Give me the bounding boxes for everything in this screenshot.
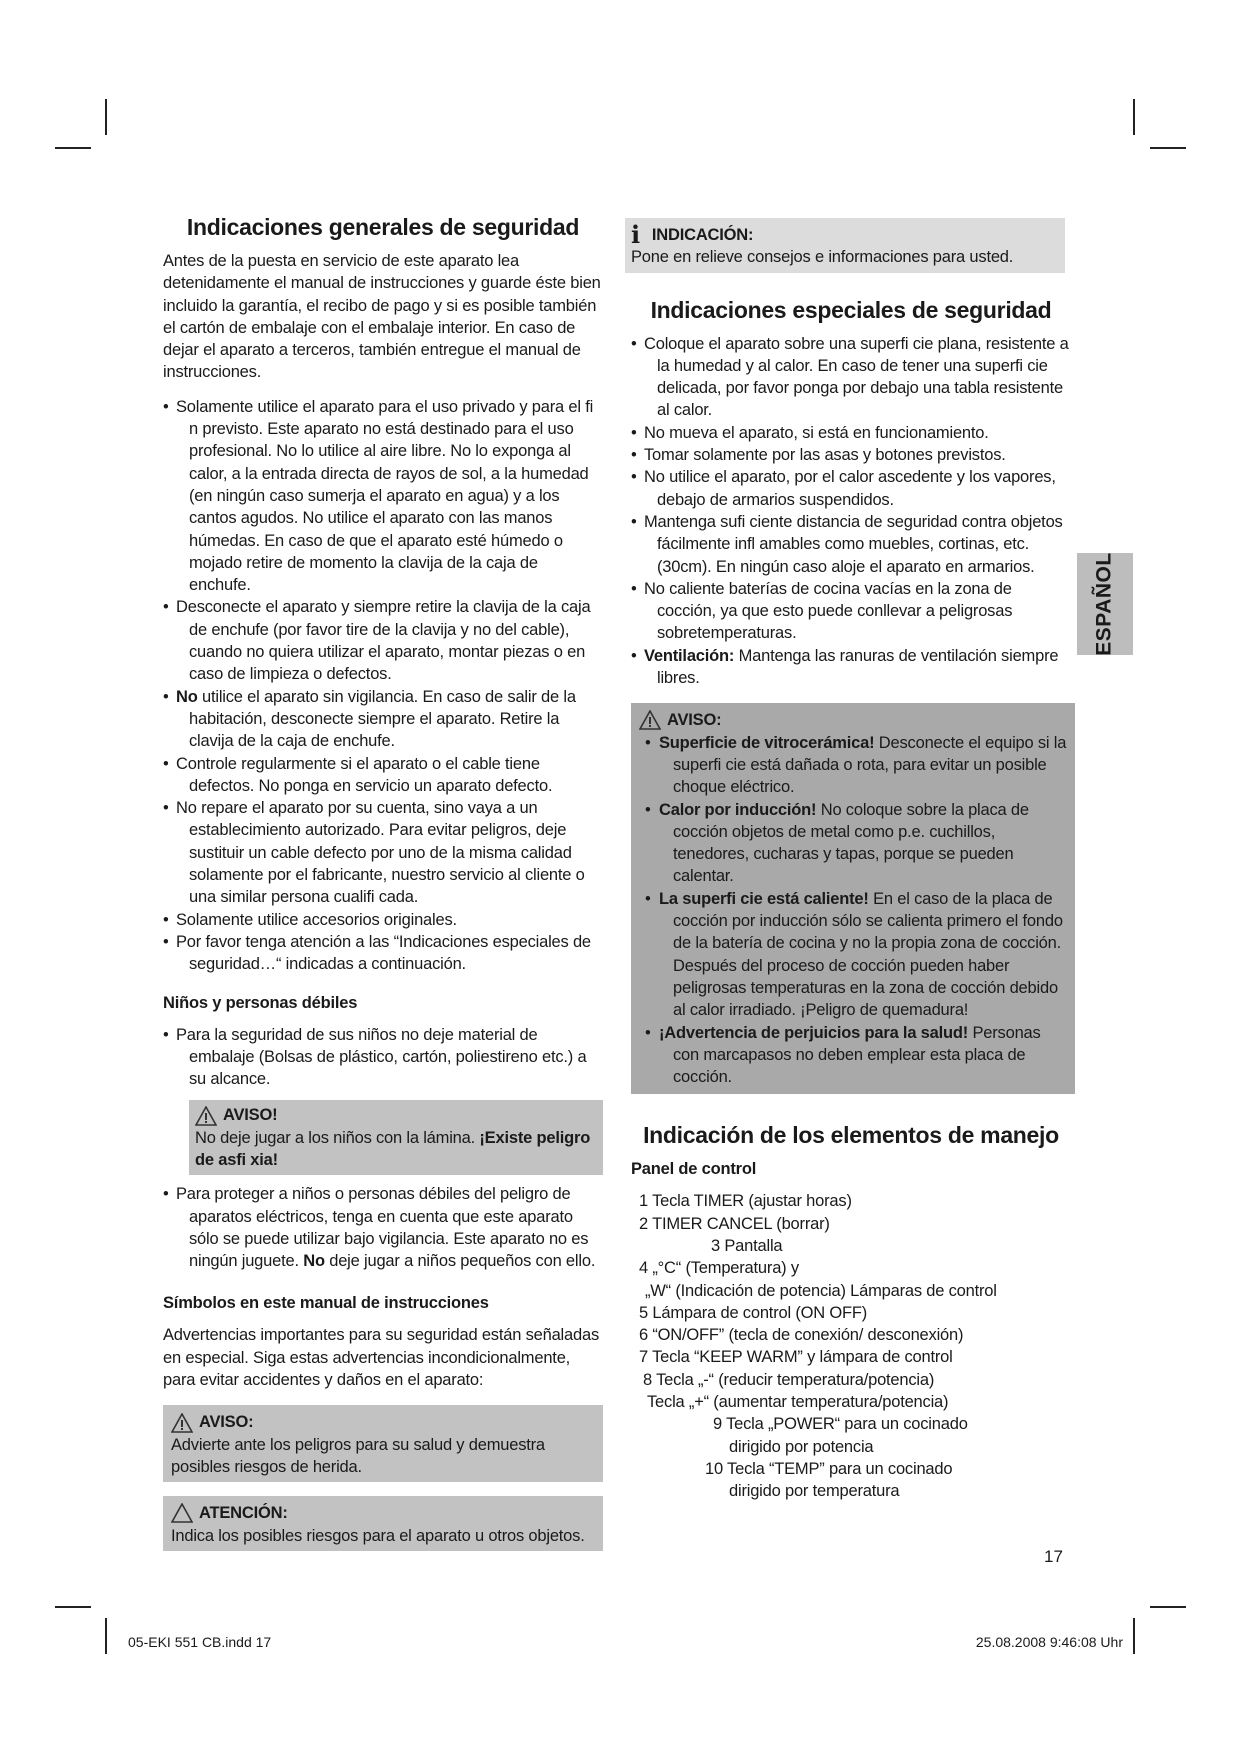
intro-paragraph: Antes de la puesta en servicio de este aparato lea detenidamente el manual de instrucciones y guarde éste bien incluido la garantía, el recibo de pago y si es posible también el cartón de embalaje con el embalaje interior. En caso de dejar el aparato a terceros, también entregue el manual de instrucciones. xyxy=(163,252,601,382)
warning-label: AVISO: xyxy=(667,711,722,730)
list-item: • Coloque el aparato sobre una superfi cie plana, resistente a la humedad y al calor. En caso de tener una superfi cie delicada, por favor ponga por debajo una tabla resistente al calor. xyxy=(631,333,1071,422)
section-title-general-safety: Indicaciones generales de seguridad xyxy=(186,214,580,240)
crop-mark xyxy=(1150,147,1186,149)
language-tab xyxy=(1077,553,1133,655)
list-item-text: Mantenga las ranuras de ventilación siempre libres. xyxy=(657,646,1059,688)
protection-list xyxy=(163,1183,603,1272)
control-list xyxy=(631,1190,1071,1502)
bold-text: Ventilación: xyxy=(644,646,735,665)
list-item: • No caliente baterías de cocina vacías en la zona de cocción, ya que esto puede conllevar a peligrosas sobretemperaturas. xyxy=(631,578,1071,645)
list-item-text: No coloque sobre la placa de cocción objetos de metal como p.e. cuchillos, tenedores, cucharas y tapas, porque se pueden calentar. xyxy=(673,800,1029,886)
warning-box-title xyxy=(195,1104,597,1126)
children-list xyxy=(163,1024,603,1091)
bold-text: No xyxy=(303,1252,325,1271)
info-text: Pone en relieve consejos e informaciones para usted. xyxy=(631,248,1014,267)
warning-box-cooktop xyxy=(631,703,1075,1094)
warning-text-plain: No deje jugar a los niños con la lámina. xyxy=(195,1128,480,1147)
bold-text: La superfi cie está caliente! xyxy=(659,889,869,908)
list-item: • Solamente utilice accesorios originales. xyxy=(163,909,603,931)
warning-label: AVISO: xyxy=(199,1413,254,1432)
list-item-text: deje jugar a niños pequeños con ello. xyxy=(324,1252,596,1271)
caution-box-title xyxy=(171,1502,595,1524)
list-item xyxy=(631,645,1071,690)
warning-triangle-icon xyxy=(195,1106,217,1126)
warning-triangle-icon xyxy=(639,710,661,730)
section-title-controls: Indicación de los elementos de manejo xyxy=(643,1122,1059,1149)
list-item-text: En el caso de la placa de cocción por inducción sólo se calienta primero el fondo de la batería de cocina y no la propia zona de cocción. Después del proceso de cocción pueden haber peligrosas temperaturas en la zona de cocción debido al calor irradiado. ¡Peligro de quemadura! xyxy=(673,889,1063,1020)
control-panel-heading: Panel de control xyxy=(631,1160,757,1179)
crop-mark xyxy=(1133,1618,1135,1654)
control-item: Tecla „+“ (aumentar temperatura/potencia) xyxy=(647,1393,949,1412)
special-safety-list xyxy=(631,333,1071,690)
symbols-heading: Símbolos en este manual de instrucciones xyxy=(163,1294,489,1313)
warning-box-title xyxy=(171,1411,595,1433)
control-item: 7 Tecla “KEEP WARM” y lámpara de control xyxy=(639,1348,953,1367)
warning-text: Advierte ante los peligros para su salud y demuestra posibles riesgos de herida. xyxy=(171,1435,545,1476)
warning-text xyxy=(195,1127,597,1172)
warning-list xyxy=(639,732,1067,1089)
crop-mark xyxy=(105,99,107,135)
warning-label: AVISO! xyxy=(223,1106,278,1125)
warning-text-bold: ¡Existe peligro de asfi xia! xyxy=(195,1128,591,1169)
crop-mark xyxy=(55,1606,91,1608)
list-item-text: utilice el aparato sin vigilancia. En caso de salir de la habitación, desconecte siempre el aparato. Retire la clavija de la caja de enchufe. xyxy=(189,687,576,751)
control-item: dirigido por temperatura xyxy=(729,1482,900,1501)
language-tab-label: ESPAÑOL xyxy=(1093,552,1116,656)
list-item xyxy=(639,799,1067,888)
right-column xyxy=(631,218,1071,1503)
control-item: 5 Lámpara de control (ON OFF) xyxy=(639,1303,868,1322)
list-item xyxy=(639,888,1067,1022)
warning-triangle-icon xyxy=(171,1413,193,1433)
list-item-text: Desconecte el equipo si la superfi cie está dañada o rota, para evitar un posible choque eléctrico. xyxy=(673,733,1067,797)
list-item xyxy=(639,1022,1067,1089)
control-item: 4 „°C“ (Temperatura) y xyxy=(639,1259,799,1278)
page-number: 17 xyxy=(1044,1547,1063,1566)
control-item: dirigido por potencia xyxy=(729,1437,874,1456)
list-item-text: Para proteger a niños o personas débiles del peligro de aparatos eléctricos, tenga en cuenta que este aparato sólo se puede utilizar bajo vigilancia. Este aparato no es ningún juguete. xyxy=(176,1185,589,1271)
info-label: INDICACIÓN: xyxy=(651,226,754,244)
left-column xyxy=(163,212,603,1565)
list-item: • Desconecte el aparato y siempre retire la clavija de la caja de enchufe (por favor tire de la clavija y no del cable), cuando no quiera utilizar el aparato, montar piezas o en caso de limpieza o defectos. xyxy=(163,596,603,685)
crop-mark xyxy=(105,1618,107,1654)
list-item: • Por favor tenga atención a las “Indicaciones especiales de seguridad…“ indicadas a continuación. xyxy=(163,931,603,976)
warning-box-health xyxy=(163,1405,603,1482)
crop-mark xyxy=(1133,99,1135,135)
section-title-special-safety: Indicaciones especiales de seguridad xyxy=(650,296,1052,323)
bold-text: Calor por inducción! xyxy=(659,800,817,819)
control-item: 2 TIMER CANCEL (borrar) xyxy=(639,1214,830,1233)
bold-text: Superficie de vitrocerámica! xyxy=(659,733,875,752)
list-item xyxy=(163,1183,603,1272)
warning-box-children xyxy=(189,1100,603,1175)
control-item: 3 Pantalla xyxy=(711,1236,783,1255)
caution-label: ATENCIÓN: xyxy=(199,1504,288,1523)
list-item xyxy=(639,732,1067,799)
list-item xyxy=(163,686,603,753)
crop-mark xyxy=(1150,1606,1186,1608)
warning-box-title xyxy=(639,709,1067,731)
list-item: • Tomar solamente por las asas y botones previstos. xyxy=(631,444,1071,466)
list-item: • No mueva el aparato, si está en funcionamiento. xyxy=(631,422,1071,444)
bold-text: ¡Advertencia de perjuicios para la salud! xyxy=(659,1023,969,1042)
list-item: • No repare el aparato por su cuenta, sino vaya a un establecimiento autorizado. Para evitar peligros, deje sustituir un cable defecto por uno de la misma calidad solamente por el fabricante, nuestro servicio al cliente o una similar persona cualifi cada. xyxy=(163,797,603,908)
info-icon: i xyxy=(631,220,640,250)
caution-box xyxy=(163,1496,603,1551)
crop-mark xyxy=(55,147,91,149)
list-item: • Controle regularmente si el aparato o el cable tiene defectos. No ponga en servicio un aparato defecto. xyxy=(163,753,603,798)
footer-timestamp: 25.08.2008 9:46:08 Uhr xyxy=(975,1634,1123,1650)
control-item: 1 Tecla TIMER (ajustar horas) xyxy=(639,1192,852,1211)
control-item: 6 “ON/OFF” (tecla de conexión/ desconexión) xyxy=(639,1326,964,1345)
control-item: 9 Tecla „POWER“ para un cocinado xyxy=(713,1415,968,1434)
list-item: • Para la seguridad de sus niños no deje material de embalaje (Bolsas de plástico, cartón, poliestireno etc.) a su alcance. xyxy=(163,1024,603,1091)
control-item: „W“ (Indicación de potencia) Lámparas de control xyxy=(645,1281,997,1300)
caution-text: Indica los posibles riesgos para el aparato u otros objetos. xyxy=(171,1526,585,1545)
bold-text: No xyxy=(176,687,198,706)
control-item: 10 Tecla “TEMP” para un cocinado xyxy=(705,1459,953,1478)
control-item: 8 Tecla „-“ (reducir temperatura/potencia) xyxy=(643,1370,935,1389)
list-item-text: Personas con marcapasos no deben emplear esta placa de cocción. xyxy=(673,1023,1041,1087)
info-box-title xyxy=(631,220,1059,250)
symbols-paragraph: Advertencias importantes para su seguridad están señaladas en especial. Siga estas advertencias incondicionalmente, para evitar accidentes y daños en el aparato: xyxy=(163,1326,600,1390)
list-item: • Solamente utilice el aparato para el uso privado y para el fi n previsto. Este aparato no está destinado para el uso profesional. No lo utilice al aire libre. No lo exponga al calor, a la entrada directa de rayos de sol, a la humedad (en ningún caso sumerja el aparato en agua) y a los cantos agudos. No utilice el aparato con las manos húmedas. En caso de que el aparato esté húmedo o mojado retire de momento la clavija de la caja de enchufe. xyxy=(163,396,603,597)
list-item: • Mantenga sufi ciente distancia de seguridad contra objetos fácilmente infl amables como muebles, cortinas, etc. (30cm). En ningún caso aloje el aparato en armarios. xyxy=(631,511,1071,578)
general-safety-list xyxy=(163,396,603,976)
children-heading: Niños y personas débiles xyxy=(163,993,358,1012)
list-item: • No utilice el aparato, por el calor ascedente y los vapores, debajo de armarios suspendidos. xyxy=(631,466,1071,511)
footer-file-info: 05-EKI 551 CB.indd 17 xyxy=(128,1634,272,1650)
info-box xyxy=(625,218,1065,273)
caution-triangle-icon xyxy=(171,1503,193,1523)
